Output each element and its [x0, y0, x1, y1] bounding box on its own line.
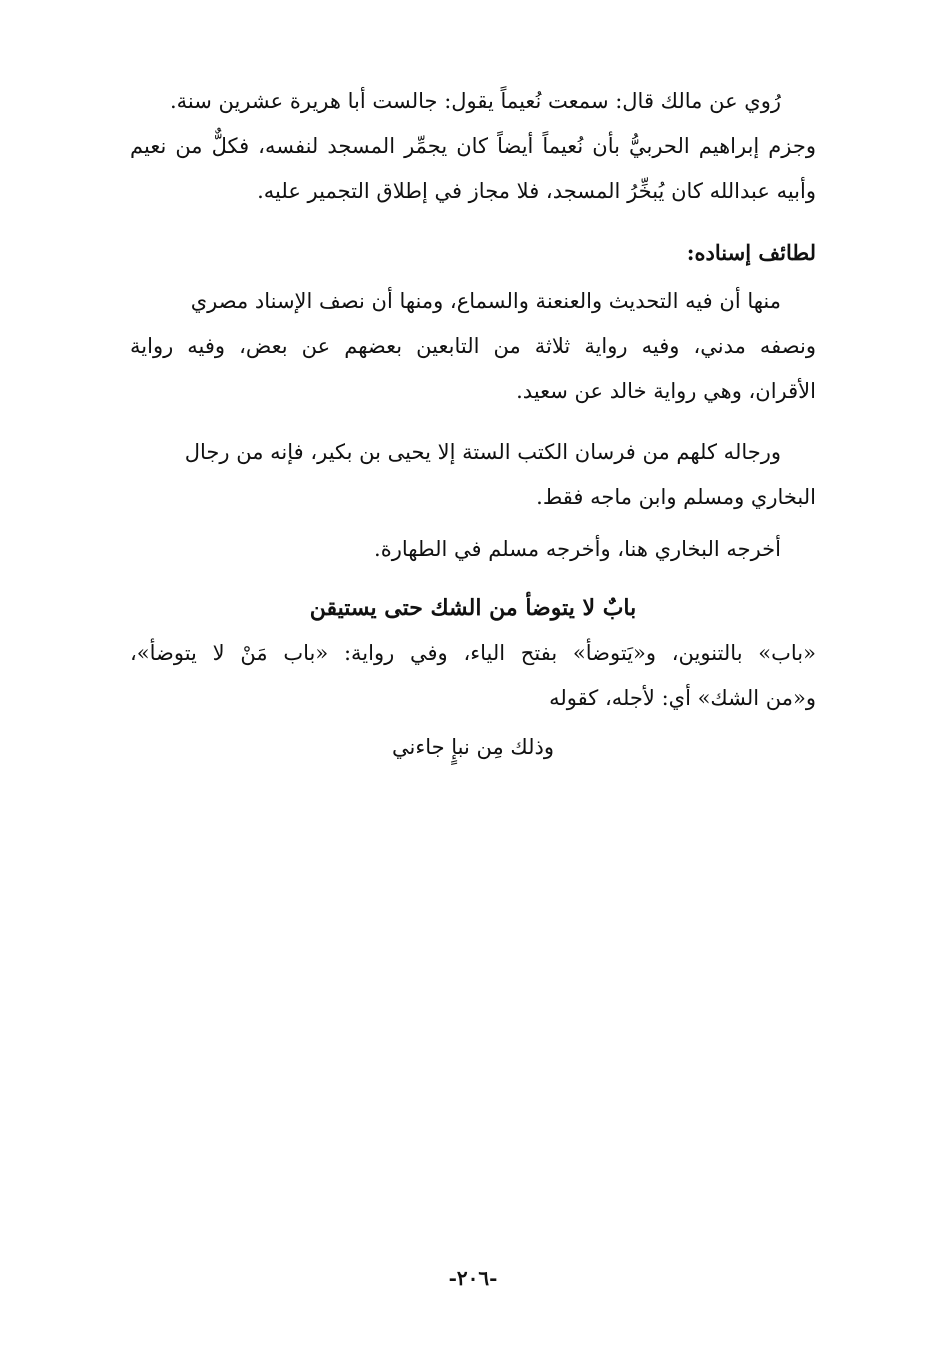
paragraph-3-line-2: البخاري ومسلم وابن ماجه فقط. [536, 485, 816, 509]
paragraph-2-line-1: منها أن فيه التحديث والعنعنة والسماع، ومنها أن نصف الإسناد مصري [190, 289, 781, 313]
chapter-title: بابٌ لا يتوضأ من الشك حتى يستيقن [309, 595, 637, 621]
paragraph-2-line-3: الأقران، وهي رواية خالد عن سعيد. [516, 379, 816, 403]
paragraph-1-line-1: رُوي عن مالك قال: سمعت نُعيماً يقول: جالست أبا هريرة عشرين سنة. [169, 89, 781, 113]
paragraph-5-line-2: و«من الشك» أي: لأجله، كقوله [549, 686, 816, 710]
section-heading: لطائف إسناده: [686, 240, 816, 265]
paragraph-3-line-1: ورجاله كلهم من فرسان الكتب الستة إلا يحيى بن بكير، فإنه من رجال [184, 440, 781, 464]
paragraph-4: أخرجه البخاري هنا، وأخرجه مسلم في الطهارة. [374, 537, 781, 561]
paragraph-1-line-3: وأبيه عبدالله كان يُبخِّرُ المسجد، فلا مجاز في إطلاق التجمير عليه. [257, 179, 816, 203]
paragraph-5-line-1: «باب» بالتنوين، و«يَتوضأ» بفتح الياء، وفي رواية: «باب مَنْ لا يتوضأ»، [130, 641, 816, 665]
paragraph-2-line-2: ونصفه مدني، وفيه رواية ثلاثة من التابعين بعضهم عن بعض، وفيه رواية [130, 334, 816, 358]
verse: وذلك مِن نبإٍ جاءني [391, 735, 555, 759]
paragraph-1-line-2: وجزم إبراهيم الحربيُّ بأن نُعيماً أيضاً كان يجمِّر المسجد لنفسه، فكلٌّ من نعيم [130, 134, 816, 158]
page-number: -٢٠٦- [448, 1266, 498, 1290]
